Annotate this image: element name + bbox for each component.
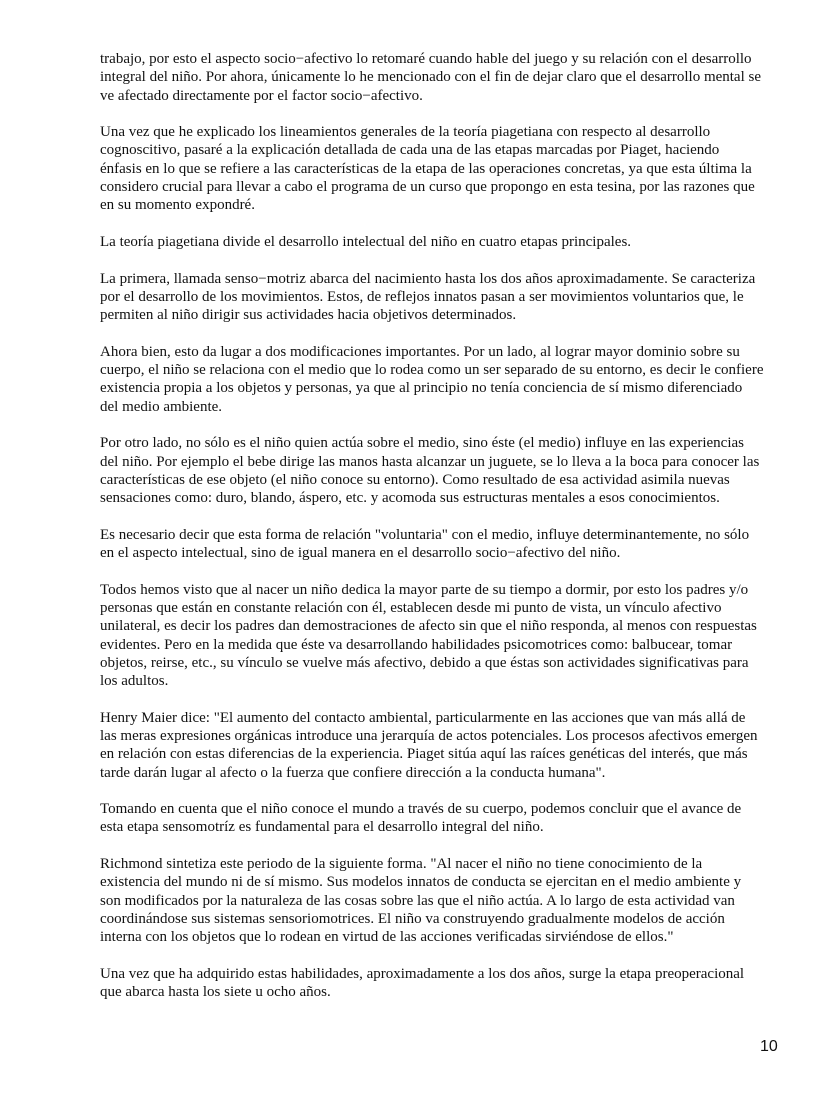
paragraph [100, 526, 800, 563]
text-line: tarde darán lugar al afecto o la fuerza que confiere dirección a la conducta humana". [100, 764, 606, 781]
text-line: en el aspecto intelectual, sino de igual manera en el desarrollo socio−afectivo del niño. [100, 545, 621, 562]
text-line: los adultos. [100, 673, 169, 690]
text-line: cognoscitivo, pasaré a la explicación detallada de cada una de las etapas marcadas por Piaget, haciendo [100, 142, 720, 159]
text-line: objetos, reirse, etc., su vínculo se vuelve más afectivo, debido a que éstas son actividades significativas para [100, 654, 749, 671]
text-line: Henry Maier dice: "El aumento del contacto ambiental, particularmente en las acciones que van más allá de [100, 709, 746, 726]
text-line: cuerpo, el niño se relaciona con el medio que lo rodea como un ser separado de su entorno, es decir le confiere [100, 362, 764, 379]
paragraph [100, 50, 800, 105]
text-line: integral del niño. Por ahora, únicamente lo he mencionado con el fin de dejar claro que el desarrollo mental se [100, 69, 762, 86]
text-line: Una vez que he explicado los lineamientos generales de la teoría piagetiana con respecto al desarrollo [100, 124, 711, 141]
paragraph [100, 233, 800, 251]
text-line: las meras expresiones orgánicas introduce una jerarquía de actos potenciales. Los procesos afectivos emergen [100, 727, 758, 744]
text-line: Todos hemos visto que al nacer un niño dedica la mayor parte de su tiempo a dormir, por esto los padres y/o [100, 581, 749, 598]
paragraph [100, 965, 800, 1002]
text-line: sensaciones como: duro, blando, áspero, etc. y acomoda sus estructuras mentales a esos conocimientos. [100, 490, 720, 507]
text-line: son modificados por la naturaleza de las cosas sobre las que el niño actúa. A lo largo de esta actividad van [100, 892, 735, 909]
text-line: interna con los objetos que lo rodean en virtud de las acciones verificadas sirviéndose de ellos." [100, 929, 674, 946]
text-line: en su momento expondré. [100, 197, 255, 214]
text-line: del niño. Por ejemplo el bebe dirige las manos hasta alcanzar un juguete, se lo lleva a la boca para conocer las [100, 453, 760, 470]
text-line: existencia del mundo ni de sí mismo. Sus modelos innatos de conducta se ejercitan en el medio ambiente y [100, 874, 742, 891]
text-line: Una vez que ha adquirido estas habilidades, aproximadamente a los dos años, surge la etapa preoperacional [100, 965, 745, 982]
text-line: que abarca hasta los siete u ocho años. [100, 984, 331, 1001]
paragraph [100, 581, 800, 691]
paragraph [100, 434, 800, 507]
text-line: por el desarrollo de los movimientos. Estos, de reflejos innatos pasan a ser movimientos voluntarios que, le [100, 288, 744, 305]
text-line: Por otro lado, no sólo es el niño quien actúa sobre el medio, sino éste (el medio) influye en las experiencias [100, 435, 744, 452]
text-line: La primera, llamada senso−motriz abarca del nacimiento hasta los dos años aproximadamente. Se caracteriza [100, 270, 756, 287]
text-line: Richmond sintetiza este periodo de la siguiente forma. "Al nacer el niño no tiene conocimiento de la [100, 856, 703, 873]
document-body [100, 50, 800, 1020]
paragraph [100, 800, 800, 837]
paragraph [100, 343, 800, 416]
text-line: Ahora bien, esto da lugar a dos modificaciones importantes. Por un lado, al lograr mayor dominio sobre su [100, 343, 740, 360]
text-line: evidentes. Pero en la medida que éste va desarrollando habilidades psicomotrices como: balbucear, tomar [100, 636, 733, 653]
text-line: trabajo, por esto el aspecto socio−afectivo lo retomaré cuando hable del juego y su relación con el desarrollo [100, 51, 752, 67]
text-line: personas que están en constante relación con él, establecen desde mi punto de vista, un vínculo afectivo [100, 599, 722, 616]
text-line: énfasis en lo que se refiere a las características de la etapa de las operaciones concretas, ya que esta última la [100, 160, 752, 177]
paragraph [100, 709, 800, 782]
text-line: Tomando en cuenta que el niño conoce el mundo a través de su cuerpo, podemos concluir que el avance de [100, 801, 742, 818]
text-line: considero crucial para llevar a cabo el programa de un curso que propongo en esta tesina, por las razones que [100, 179, 755, 196]
text-line: coordinándose sus sistemas sensoriomotrices. El niño va construyendo gradualmente modelos de acción [100, 910, 725, 927]
text-line: Es necesario decir que esta forma de relación "voluntaria" con el medio, influye determinantemente, no sólo [100, 526, 750, 543]
text-line: características de ese objeto (el niño conoce su entorno). Como resultado de esa actividad asimila nuevas [100, 471, 730, 488]
paragraph [100, 855, 800, 946]
page-number: 10 [760, 1038, 778, 1055]
text-line: existencia propia a los objetos y personas, ya que al principio no tenía conciencia de sí mismo diferenciado [100, 380, 743, 397]
text-line: unilateral, es decir los padres dan demostraciones de afecto sin que el niño responda, al menos con respuestas [100, 618, 757, 635]
text-line: en relación con estas diferencias de la experiencia. Piaget sitúa aquí las raíces genéticas del interés, que más [100, 746, 748, 763]
text-line: del medio ambiente. [100, 398, 223, 415]
text-line: ve afectado directamente por el factor socio−afectivo. [100, 87, 423, 104]
text-line: permiten al niño dirigir sus actividades hacia objetivos determinados. [100, 307, 517, 324]
text-line: esta etapa sensomotríz es fundamental para el desarrollo integral del niño. [100, 819, 544, 836]
paragraph [100, 123, 800, 214]
text-line: La teoría piagetiana divide el desarrollo intelectual del niño en cuatro etapas principales. [100, 233, 632, 250]
paragraph [100, 270, 800, 325]
